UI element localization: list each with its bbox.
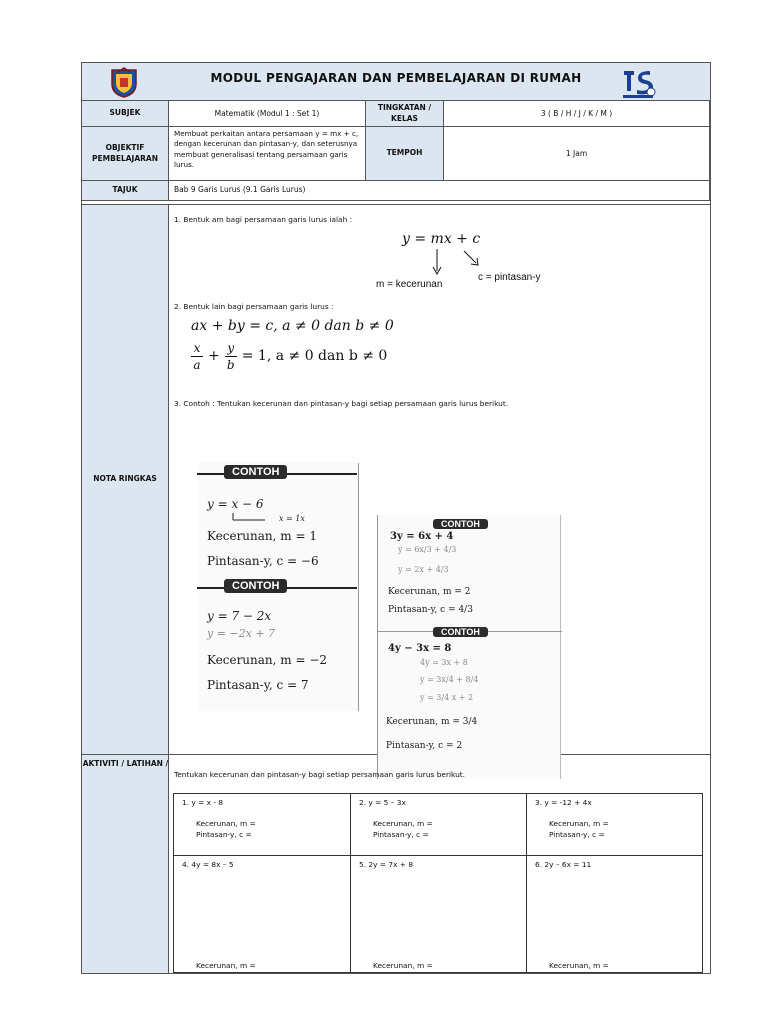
contoh-badge-2: CONTOH — [224, 579, 287, 593]
form-2-tail: = 1, a ≠ 0 dan b ≠ 0 — [241, 348, 388, 364]
question-cell-3[interactable] — [527, 794, 702, 856]
q3-pintasan: Pintasan-y, c = — [549, 829, 605, 839]
q3-kecerunan: Kecerunan, m = — [549, 819, 609, 828]
subjek-label: SUBJEK — [82, 101, 169, 127]
question-cell-4[interactable] — [174, 856, 351, 972]
nota-item-2: 2. Bentuk lain bagi persamaan garis lurus : — [174, 302, 334, 311]
q2-kecerunan: Kecerunan, m = — [373, 819, 433, 828]
q5-kecerunan: Kecerunan, m = — [373, 961, 433, 970]
ex2-line-3: Kecerunan, m = −2 — [207, 653, 328, 667]
ex3-line-1: 3y = 6x + 4 — [390, 531, 454, 542]
ppd-logo-icon — [620, 65, 658, 99]
q2-pintasan: Pintasan-y, c = — [373, 829, 429, 839]
tempoh-value: 1 Jam — [444, 127, 710, 181]
example-card-left — [199, 463, 359, 711]
ex2-line-1: y = 7 − 2x — [207, 609, 272, 623]
ex4-line-4: Kecerunan, m = 3/4 — [386, 717, 478, 727]
nota-content — [169, 205, 710, 755]
ex2-line-4: Pintasan-y, c = 7 — [207, 678, 309, 692]
tempoh-label: TEMPOH — [366, 127, 444, 181]
aktiviti-label: AKTIVITI / LATIHAN / — [82, 759, 169, 768]
question-cell-2[interactable] — [351, 794, 527, 856]
c-label: c = pintasan-y — [478, 272, 541, 283]
question-cell-6[interactable] — [527, 856, 702, 972]
question-2: 2. y = 5 – 3x — [359, 798, 406, 807]
form-1-equation: ax + by = c, a ≠ 0 dan b ≠ 0 — [191, 318, 394, 334]
subjek-value: Matematik (Modul 1 : Set 1) — [169, 101, 366, 127]
question-cell-5[interactable] — [351, 856, 527, 972]
nota-item-3: 3. Contoh : Tentukan kecerunan dan pintasan-y bagi setiap persamaan garis lurus berikut. — [174, 399, 509, 408]
frac-x: x — [193, 340, 201, 355]
frac-b: b — [226, 357, 235, 372]
tingkatan-label: TINGKATAN / KELAS — [366, 101, 444, 127]
contoh-badge-3: CONTOH — [433, 519, 488, 529]
frac-a: a — [193, 357, 201, 372]
q1-pintasan: Pintasan-y, c = — [196, 829, 252, 839]
tajuk-value: Bab 9 Garis Lurus (9.1 Garis Lurus) — [169, 181, 710, 201]
q4-kecerunan: Kecerunan, m = — [196, 961, 256, 970]
example-card-right — [377, 515, 561, 779]
title-bar — [82, 63, 710, 101]
ex1-line-2: Kecerunan, m = 1 — [207, 529, 317, 543]
aktiviti-instruction: Tentukan kecerunan dan pintasan-y bagi setiap persamaan garis lurus berikut. — [174, 770, 466, 779]
exercise-table — [173, 793, 703, 973]
question-cell-1[interactable] — [174, 794, 351, 856]
question-1: 1. y = x - 8 — [182, 798, 224, 807]
contoh-badge-4: CONTOH — [433, 627, 488, 637]
objektif-value: Membuat perkaitan antara persamaan y = mx + c, dengan kecerunan dan pintasan-y, dan seterusnya membuat generalisasi tentang persamaan garis lurus. — [169, 127, 366, 181]
tajuk-label: TAJUK — [82, 181, 169, 201]
question-3: 3. y = -12 + 4x — [535, 798, 592, 807]
module-sheet — [81, 62, 711, 974]
ex4-line-5: Pintasan-y, c = 2 — [386, 741, 463, 751]
nota-item-1: 1. Bentuk am bagi persamaan garis lurus ialah : — [174, 215, 353, 224]
general-equation: y = mx + c — [402, 231, 481, 247]
ex4-line-2: 4y = 3x + 8 — [420, 658, 468, 667]
frac-y: y — [227, 340, 235, 355]
tingkatan-value: 3 ( B / H / J / K / M ) — [444, 101, 710, 127]
ex3-work-1: y = 6x/3 + 4/3 — [398, 545, 457, 554]
ex3-line-3: Pintasan-y, c = 4/3 — [388, 605, 473, 615]
form-2-equation — [191, 339, 387, 373]
page-title: MODUL PENGAJARAN DAN PEMBELAJARAN DI RUMAH — [210, 71, 582, 85]
contoh-badge-1: CONTOH — [224, 465, 287, 479]
m-label: m = kecerunan — [376, 279, 443, 290]
ex1-arrow — [227, 511, 267, 523]
ex1-note: x = 1x — [279, 514, 305, 523]
ex1-line-3: Pintasan-y, c = −6 — [207, 554, 319, 568]
q6-kecerunan: Kecerunan, m = — [549, 961, 609, 970]
ex3-work-2: y = 2x + 4/3 — [398, 565, 449, 574]
ex3-line-2: Kecerunan, m = 2 — [388, 587, 471, 597]
aktiviti-label-cell — [82, 755, 169, 973]
ex2-line-2: y = −2x + 7 — [207, 627, 276, 640]
objektif-label: OBJEKTIF PEMBELAJARAN — [82, 127, 169, 181]
ex4-line-1: 4y − 3x = 8 — [388, 643, 452, 654]
plus-sign: + — [208, 348, 220, 364]
nota-label: NOTA RINGKAS — [82, 205, 169, 755]
question-4: 4. 4y = 8x – 5 — [182, 860, 234, 869]
ex4-line-3: y = 3/4 x + 2 — [420, 693, 474, 702]
q1-kecerunan: Kecerunan, m = — [196, 819, 256, 828]
question-5: 5. 2y = 7x + 8 — [359, 860, 414, 869]
ex1-line-1: y = x − 6 — [207, 497, 264, 511]
ex4-work-1: y = 3x/4 + 8/4 — [420, 675, 479, 684]
question-6: 6. 2y – 6x = 11 — [535, 860, 592, 869]
